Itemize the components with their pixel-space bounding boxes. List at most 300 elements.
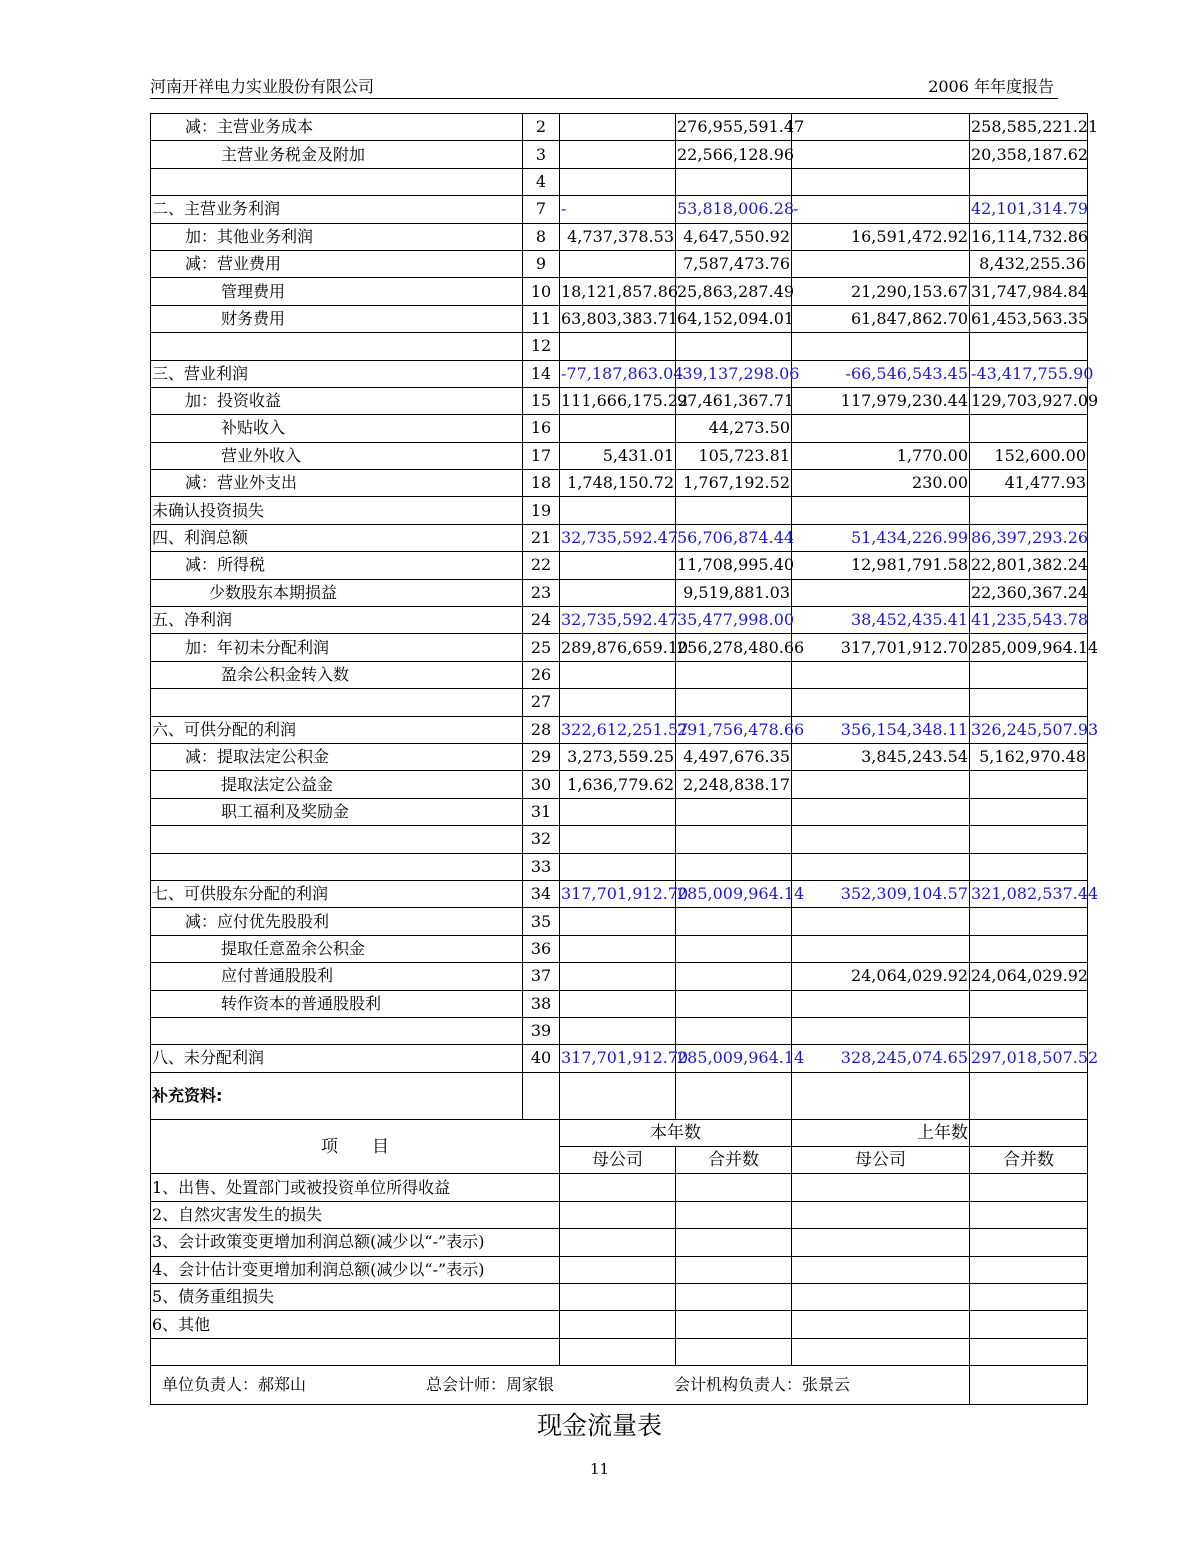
row-label: 应付普通股股利: [151, 963, 523, 990]
consolidated-this-year: 4,497,676.35: [676, 743, 792, 770]
consolidated-this-year: [676, 798, 792, 825]
parent-last-year: 51,434,226.99: [792, 524, 970, 551]
parent-last-year: 317,701,912.70: [792, 634, 970, 661]
parent-this-year: [560, 963, 676, 990]
consolidated-last-year: -43,417,755.90: [970, 360, 1088, 387]
parent-last-year: 61,847,862.70: [792, 305, 970, 332]
line-number: 9: [523, 250, 560, 277]
consolidated-last-year: 61,453,563.35: [970, 305, 1088, 332]
line-number: 25: [523, 634, 560, 661]
row-label: 减：营业外支出: [151, 470, 523, 497]
parent-last-year: 352,309,104.57: [792, 880, 970, 907]
parent-this-year: 111,666,175.22: [560, 387, 676, 414]
consolidated-last-year: 8,432,255.36: [970, 250, 1088, 277]
consolidated-this-year: [676, 333, 792, 360]
income-statement-table: [150, 113, 1099, 1405]
consolidated-last-year: 297,018,507.52: [970, 1045, 1088, 1072]
supplement-row: [151, 1201, 1088, 1228]
supplement-value: [970, 1256, 1088, 1283]
consolidated-this-year: -39,137,298.06: [676, 360, 792, 387]
consolidated-this-year: [676, 497, 792, 524]
row-label: [151, 826, 523, 853]
parent-last-year: -: [792, 196, 970, 223]
company-name: 河南开祥电力实业股份有限公司: [150, 77, 375, 96]
consolidated-this-year: [676, 661, 792, 688]
parent-this-year: 1,748,150.72: [560, 470, 676, 497]
row-label: 转作资本的普通股股利: [151, 990, 523, 1017]
consolidated-this-year: 53,818,006.28: [676, 196, 792, 223]
supplement-item: 6、其他: [151, 1311, 560, 1338]
table-row: [151, 524, 1088, 551]
parent-last-year: -66,546,543.45: [792, 360, 970, 387]
table-row: [151, 196, 1088, 223]
table-row: [151, 689, 1088, 716]
parent-last-year: 230.00: [792, 470, 970, 497]
line-number: 31: [523, 798, 560, 825]
chief-accountant-signature: 总会计师：周家银: [425, 1375, 554, 1395]
supplement-row: [151, 1229, 1088, 1256]
parent-last-year: [792, 250, 970, 277]
consolidated-this-year: [676, 935, 792, 962]
table-row: [151, 1045, 1088, 1072]
supplement-value: [970, 1311, 1088, 1338]
table-row: [151, 908, 1088, 935]
row-label: 盈余公积金转入数: [151, 661, 523, 688]
consolidated-last-year: [970, 990, 1088, 1017]
consolidated-last-year: 5,162,970.48: [970, 743, 1088, 770]
parent-last-year: 12,981,791.58: [792, 552, 970, 579]
page-header: [150, 72, 1058, 99]
item-header: 项 目: [151, 1119, 560, 1174]
row-label: 提取任意盈余公积金: [151, 935, 523, 962]
line-number: 22: [523, 552, 560, 579]
consolidated-this-year: 22,566,128.96: [676, 141, 792, 168]
table-row: [151, 990, 1088, 1017]
signature-row: [151, 1366, 1088, 1405]
consolidated-last-year: 42,101,314.79: [970, 196, 1088, 223]
supplement-value: [560, 1311, 676, 1338]
row-label: 补贴收入: [151, 415, 523, 442]
row-label: 减：营业费用: [151, 250, 523, 277]
consolidated-last-year: [970, 415, 1088, 442]
table-row: [151, 360, 1088, 387]
consolidated-last-year: 321,082,537.44: [970, 880, 1088, 907]
parent-this-year: [560, 935, 676, 962]
consolidated-this-year: 105,723.81: [676, 442, 792, 469]
parent-last-year: [792, 990, 970, 1017]
supplement-value: [792, 1311, 970, 1338]
line-number: 32: [523, 826, 560, 853]
consolidated-this-year: 276,955,591.47: [676, 114, 792, 141]
parent-last-year: 356,154,348.11: [792, 716, 970, 743]
supplement-value: [560, 1174, 676, 1201]
parent-header: 母公司: [792, 1147, 970, 1174]
supplement-row: [151, 1311, 1088, 1338]
parent-last-year: 24,064,029.92: [792, 963, 970, 990]
unit-head-signature: 单位负责人：郝郑山: [162, 1375, 307, 1395]
consolidated-last-year: 152,600.00: [970, 442, 1088, 469]
table-row: [151, 1017, 1088, 1044]
consolidated-last-year: 285,009,964.14: [970, 634, 1088, 661]
parent-last-year: [792, 689, 970, 716]
consolidated-this-year: 11,708,995.40: [676, 552, 792, 579]
row-label: 减：应付优先股股利: [151, 908, 523, 935]
consolidated-header: 合并数: [970, 1147, 1088, 1174]
table-row: [151, 798, 1088, 825]
parent-this-year: [560, 826, 676, 853]
row-label: 加：投资收益: [151, 387, 523, 414]
parent-last-year: 117,979,230.44: [792, 387, 970, 414]
table-row: [151, 634, 1088, 661]
line-number: 38: [523, 990, 560, 1017]
supplement-value: [792, 1284, 970, 1311]
consolidated-last-year: 258,585,221.21: [970, 114, 1088, 141]
table-row: [151, 826, 1088, 853]
parent-this-year: 317,701,912.70: [560, 1045, 676, 1072]
consolidated-this-year: 64,152,094.01: [676, 305, 792, 332]
supplement-item: 1、出售、处置部门或被投资单位所得收益: [151, 1174, 560, 1201]
parent-last-year: 328,245,074.65: [792, 1045, 970, 1072]
row-label: 加：年初未分配利润: [151, 634, 523, 661]
parent-this-year: [560, 168, 676, 195]
supplement-value: [970, 1229, 1088, 1256]
consolidated-this-year: 285,009,964.14: [676, 880, 792, 907]
row-label: 减：提取法定公积金: [151, 743, 523, 770]
parent-last-year: [792, 908, 970, 935]
parent-last-year: [792, 141, 970, 168]
parent-this-year: [560, 579, 676, 606]
parent-this-year: [560, 250, 676, 277]
supplement-value: [560, 1284, 676, 1311]
consolidated-this-year: [676, 990, 792, 1017]
line-number: 8: [523, 223, 560, 250]
line-number: 14: [523, 360, 560, 387]
line-number: 26: [523, 661, 560, 688]
supplement-item: 2、自然灾害发生的损失: [151, 1201, 560, 1228]
consolidated-last-year: 41,477.93: [970, 470, 1088, 497]
consolidated-header: 合并数: [676, 1147, 792, 1174]
table-row: [151, 579, 1088, 606]
supplement-item: 5、债务重组损失: [151, 1284, 560, 1311]
line-number: 36: [523, 935, 560, 962]
supplement-value: [676, 1201, 792, 1228]
supplement-row: [151, 1284, 1088, 1311]
supplement-value: [676, 1284, 792, 1311]
consolidated-this-year: 97,461,367.71: [676, 387, 792, 414]
table-row: [151, 963, 1088, 990]
supplement-value: [676, 1174, 792, 1201]
consolidated-last-year: 24,064,029.92: [970, 963, 1088, 990]
parent-last-year: [792, 798, 970, 825]
parent-this-year: -77,187,863.04: [560, 360, 676, 387]
table-row: [151, 305, 1088, 332]
row-label: [151, 689, 523, 716]
parent-last-year: [792, 1017, 970, 1044]
line-number: 29: [523, 743, 560, 770]
parent-this-year: [560, 333, 676, 360]
parent-this-year: [560, 114, 676, 141]
row-label: 财务费用: [151, 305, 523, 332]
consolidated-this-year: [676, 1017, 792, 1044]
supplement-value: [560, 1229, 676, 1256]
parent-this-year: 32,735,592.47: [560, 524, 676, 551]
table-row: [151, 853, 1088, 880]
consolidated-last-year: 22,801,382.24: [970, 552, 1088, 579]
consolidated-this-year: 2,248,838.17: [676, 771, 792, 798]
accounting-head-signature: 会计机构负责人：张景云: [673, 1375, 850, 1395]
table-row: [151, 552, 1088, 579]
consolidated-this-year: [676, 963, 792, 990]
consolidated-this-year: 256,278,480.66: [676, 634, 792, 661]
table-row: [151, 333, 1088, 360]
table-row: [151, 470, 1088, 497]
supplement-value: [676, 1311, 792, 1338]
supplement-value: [792, 1201, 970, 1228]
line-number: 28: [523, 716, 560, 743]
parent-last-year: [792, 333, 970, 360]
consolidated-this-year: 35,477,998.00: [676, 607, 792, 634]
supplement-title-row: [151, 1072, 1088, 1119]
consolidated-this-year: [676, 826, 792, 853]
parent-this-year: 317,701,912.70: [560, 880, 676, 907]
supplement-value: [792, 1229, 970, 1256]
line-number: 40: [523, 1045, 560, 1072]
table-row: [151, 278, 1088, 305]
consolidated-last-year: [970, 798, 1088, 825]
line-number: 24: [523, 607, 560, 634]
table-row: [151, 935, 1088, 962]
consolidated-last-year: [970, 771, 1088, 798]
consolidated-this-year: 9,519,881.03: [676, 579, 792, 606]
table-row: [151, 415, 1088, 442]
consolidated-last-year: [970, 908, 1088, 935]
row-label: 七、可供股东分配的利润: [151, 880, 523, 907]
supplement-value: [970, 1174, 1088, 1201]
row-label: 三、营业利润: [151, 360, 523, 387]
line-number: 19: [523, 497, 560, 524]
parent-last-year: [792, 853, 970, 880]
consolidated-last-year: 326,245,507.93: [970, 716, 1088, 743]
supplement-item: 3、会计政策变更增加利润总额(减少以“-”表示): [151, 1229, 560, 1256]
line-number: 10: [523, 278, 560, 305]
row-label: 营业外收入: [151, 442, 523, 469]
line-number: 17: [523, 442, 560, 469]
line-number: 15: [523, 387, 560, 414]
row-label: 职工福利及奖励金: [151, 798, 523, 825]
table-row: [151, 661, 1088, 688]
line-number: 37: [523, 963, 560, 990]
supplement-value: [792, 1256, 970, 1283]
supplement-item: 4、会计估计变更增加利润总额(减少以“-”表示): [151, 1256, 560, 1283]
parent-this-year: [560, 1017, 676, 1044]
consolidated-this-year: 7,587,473.76: [676, 250, 792, 277]
this-year-header: 本年数: [560, 1119, 792, 1146]
consolidated-last-year: 41,235,543.78: [970, 607, 1088, 634]
parent-this-year: [560, 798, 676, 825]
table-row: [151, 716, 1088, 743]
consolidated-last-year: [970, 853, 1088, 880]
parent-header: 母公司: [560, 1147, 676, 1174]
parent-last-year: [792, 935, 970, 962]
report-title: 2006 年年度报告: [928, 77, 1054, 96]
supplement-value: [560, 1201, 676, 1228]
consolidated-this-year: [676, 908, 792, 935]
consolidated-last-year: [970, 935, 1088, 962]
parent-last-year: [792, 415, 970, 442]
line-number: 27: [523, 689, 560, 716]
table-row: [151, 223, 1088, 250]
parent-last-year: 3,845,243.54: [792, 743, 970, 770]
line-number: 7: [523, 196, 560, 223]
parent-this-year: [560, 552, 676, 579]
line-number: 23: [523, 579, 560, 606]
line-number: 3: [523, 141, 560, 168]
last-year-header: 上年数: [792, 1119, 970, 1146]
table-row: [151, 141, 1088, 168]
parent-this-year: 32,735,592.47: [560, 607, 676, 634]
row-label: [151, 333, 523, 360]
parent-this-year: 63,803,383.71: [560, 305, 676, 332]
consolidated-this-year: 4,647,550.92: [676, 223, 792, 250]
parent-this-year: 1,636,779.62: [560, 771, 676, 798]
table-row: [151, 442, 1088, 469]
table-row: [151, 743, 1088, 770]
cash-flow-title: 现金流量表: [536, 1411, 662, 1440]
parent-this-year: [560, 415, 676, 442]
table-row: [151, 607, 1088, 634]
parent-last-year: [792, 114, 970, 141]
row-label: 减：所得税: [151, 552, 523, 579]
consolidated-last-year: [970, 689, 1088, 716]
consolidated-this-year: [676, 168, 792, 195]
parent-last-year: [792, 661, 970, 688]
line-number: 4: [523, 168, 560, 195]
row-label: 加：其他业务利润: [151, 223, 523, 250]
line-number: 30: [523, 771, 560, 798]
parent-this-year: 289,876,659.10: [560, 634, 676, 661]
table-row: [151, 771, 1088, 798]
row-label: 管理费用: [151, 278, 523, 305]
parent-last-year: [792, 579, 970, 606]
table-row: [151, 497, 1088, 524]
supplement-title: 补充资料:: [151, 1072, 523, 1119]
parent-this-year: [560, 661, 676, 688]
row-label: [151, 1017, 523, 1044]
row-label: 二、主营业务利润: [151, 196, 523, 223]
parent-last-year: [792, 826, 970, 853]
parent-this-year: [560, 141, 676, 168]
parent-this-year: 5,431.01: [560, 442, 676, 469]
parent-this-year: [560, 990, 676, 1017]
consolidated-last-year: [970, 168, 1088, 195]
row-label: 提取法定公益金: [151, 771, 523, 798]
parent-this-year: [560, 908, 676, 935]
consolidated-this-year: 44,273.50: [676, 415, 792, 442]
row-label: [151, 853, 523, 880]
row-label: 八、未分配利润: [151, 1045, 523, 1072]
parent-last-year: [792, 771, 970, 798]
consolidated-last-year: 31,747,984.84: [970, 278, 1088, 305]
row-label: 四、利润总额: [151, 524, 523, 551]
parent-last-year: 38,452,435.41: [792, 607, 970, 634]
line-number: 16: [523, 415, 560, 442]
supplement-value: [792, 1174, 970, 1201]
parent-last-year: 1,770.00: [792, 442, 970, 469]
consolidated-this-year: 56,706,874.44: [676, 524, 792, 551]
consolidated-last-year: 22,360,367.24: [970, 579, 1088, 606]
line-number: 12: [523, 333, 560, 360]
consolidated-last-year: [970, 1017, 1088, 1044]
line-number: 21: [523, 524, 560, 551]
row-label: 减：主营业务成本: [151, 114, 523, 141]
table-row: [151, 168, 1088, 195]
row-label: 六、可供分配的利润: [151, 716, 523, 743]
row-label: [151, 168, 523, 195]
consolidated-this-year: 285,009,964.14: [676, 1045, 792, 1072]
supplement-row: [151, 1256, 1088, 1283]
line-number: 35: [523, 908, 560, 935]
parent-last-year: [792, 168, 970, 195]
table-row: [151, 114, 1088, 141]
consolidated-this-year: 1,767,192.52: [676, 470, 792, 497]
table-row: [151, 387, 1088, 414]
row-label: 五、净利润: [151, 607, 523, 634]
parent-last-year: 21,290,153.67: [792, 278, 970, 305]
consolidated-last-year: 20,358,187.62: [970, 141, 1088, 168]
parent-this-year: 18,121,857.86: [560, 278, 676, 305]
consolidated-this-year: 25,863,287.49: [676, 278, 792, 305]
consolidated-last-year: 129,703,927.09: [970, 387, 1088, 414]
consolidated-last-year: 86,397,293.26: [970, 524, 1088, 551]
table-row: [151, 880, 1088, 907]
row-label: 少数股东本期损益: [151, 579, 523, 606]
parent-last-year: 16,591,472.92: [792, 223, 970, 250]
consolidated-last-year: [970, 826, 1088, 853]
line-number: 33: [523, 853, 560, 880]
supplement-value: [676, 1256, 792, 1283]
line-number: 39: [523, 1017, 560, 1044]
supplement-row: [151, 1174, 1088, 1201]
blank-row: [151, 1338, 1088, 1365]
row-label: 未确认投资损失: [151, 497, 523, 524]
parent-this-year: [560, 497, 676, 524]
consolidated-this-year: 291,756,478.66: [676, 716, 792, 743]
supplement-value: [970, 1201, 1088, 1228]
line-number: 34: [523, 880, 560, 907]
parent-this-year: [560, 853, 676, 880]
table-row: [151, 250, 1088, 277]
consolidated-last-year: [970, 333, 1088, 360]
row-label: 主营业务税金及附加: [151, 141, 523, 168]
line-number: 18: [523, 470, 560, 497]
parent-this-year: [560, 689, 676, 716]
supplement-value: [970, 1284, 1088, 1311]
supplement-header-row: [151, 1119, 1088, 1146]
parent-last-year: [792, 497, 970, 524]
line-number: 11: [523, 305, 560, 332]
parent-this-year: -: [560, 196, 676, 223]
consolidated-last-year: [970, 661, 1088, 688]
page-number: 11: [589, 1460, 610, 1478]
supplement-value: [676, 1229, 792, 1256]
supplement-value: [560, 1256, 676, 1283]
consolidated-this-year: [676, 689, 792, 716]
line-number: 2: [523, 114, 560, 141]
consolidated-last-year: [970, 497, 1088, 524]
consolidated-last-year: 16,114,732.86: [970, 223, 1088, 250]
consolidated-this-year: [676, 853, 792, 880]
parent-this-year: 3,273,559.25: [560, 743, 676, 770]
